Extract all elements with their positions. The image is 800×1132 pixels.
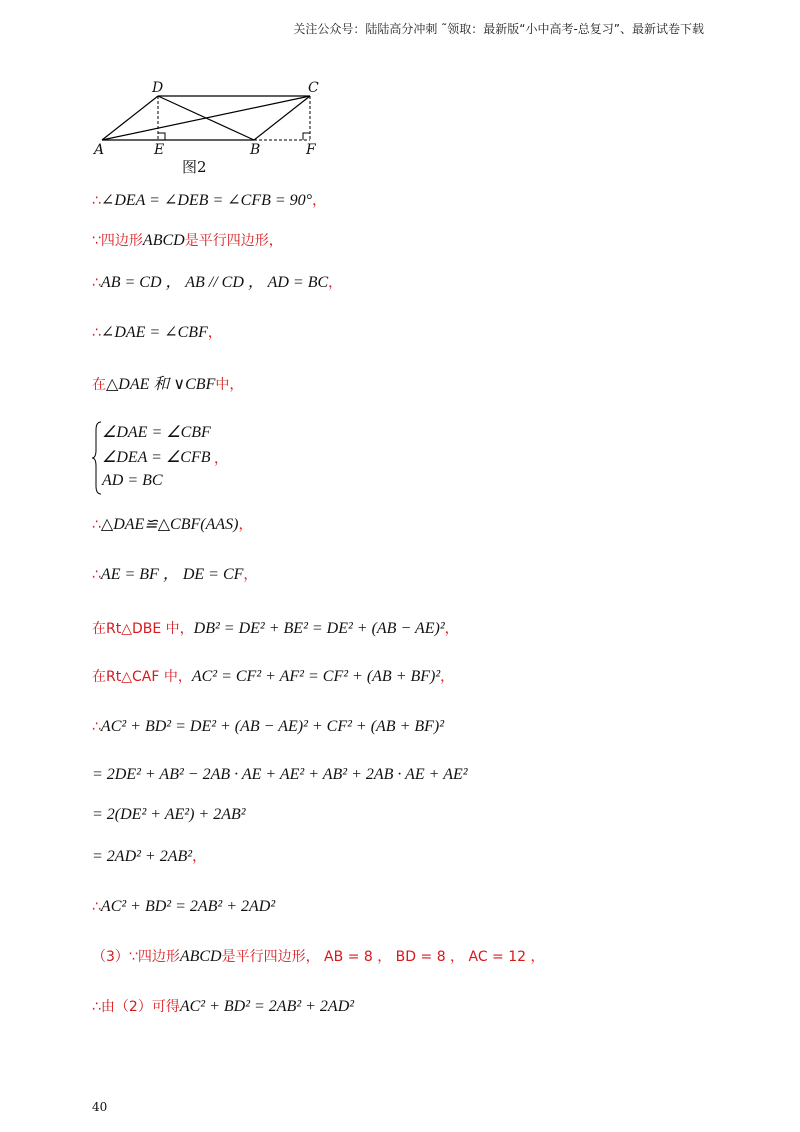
step-8: 在Rt△DBE 中，DB² = DE² + BE² = DE² + (AB − AE)²， — [92, 620, 459, 637]
parallelogram-figure — [92, 80, 332, 180]
step-9: 在Rt△CAF 中，AC² = CF² + AF² = CF² + (AB + BF)²， — [92, 668, 455, 685]
parallelogram-diagram — [92, 80, 332, 180]
congruence-system — [92, 420, 312, 496]
step-5: 在△DAE 和 ∨CBF中， — [92, 376, 244, 393]
step-7: ∴AE = BF ， DE = CF， — [92, 566, 258, 583]
system-row-2: ∠DEA = ∠CFB — [102, 449, 211, 466]
system-row-3: AD = BC — [102, 472, 163, 489]
step-11: = 2DE² + AB² − 2AB · AE + AE² + AB² + 2AB · AE + AE² — [92, 766, 468, 783]
page-number: 40 — [92, 1100, 108, 1114]
label-b: B — [250, 142, 261, 158]
system-row-1: ∠DAE = ∠CBF — [102, 424, 211, 441]
step-10: ∴AC² + BD² = DE² + (AB − AE)² + CF² + (AB + BF)² — [92, 718, 445, 735]
page-header: 关注公众号：陆陆高分冲刺 ˜领取：最新版“小中高考-总复习”、最新试卷下载 — [293, 22, 704, 36]
step-4: ∴∠DAE = ∠CBF， — [92, 324, 222, 341]
figure-caption: 图2 — [182, 158, 207, 176]
step-6: ∴△DAE≌△CBF(AAS)， — [92, 516, 253, 533]
label-f: F — [306, 142, 316, 158]
step-13: = 2AD² + 2AB²， — [92, 848, 207, 865]
step-12: = 2(DE² + AE²) + 2AB² — [92, 806, 246, 823]
step-15: （3）∵四边形ABCD是平行四边形， AB = 8 ， BD = 8 ， AC = 12 ， — [92, 948, 545, 965]
system-suffix: ， — [214, 451, 228, 467]
step-1: ∴∠DEA = ∠DEB = ∠CFB = 90°， — [92, 192, 327, 209]
step-2: ∵四边形ABCD是平行四边形， — [92, 232, 283, 249]
label-d: D — [152, 80, 164, 96]
step-14: ∴AC² + BD² = 2AB² + 2AD² — [92, 898, 276, 915]
label-e: E — [154, 142, 165, 158]
label-c: C — [308, 80, 319, 96]
label-a: A — [94, 142, 105, 158]
left-brace — [92, 420, 102, 496]
step-3: ∴AB = CD ， AB // CD ， AD = BC， — [92, 274, 343, 291]
step-16: ∴由（2）可得AC² + BD² = 2AB² + 2AD² — [92, 998, 355, 1015]
